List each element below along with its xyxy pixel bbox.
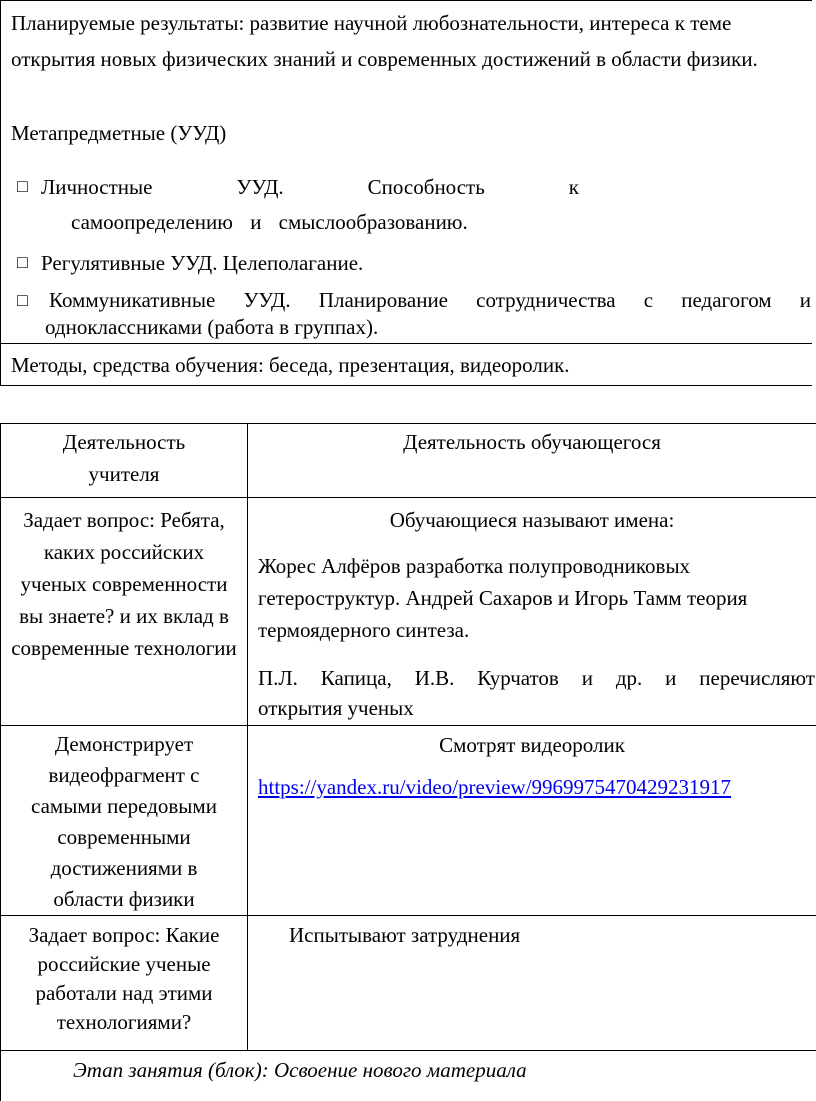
row-divider: [1, 725, 816, 726]
checkbox-bullet-icon: [17, 249, 28, 276]
header-teacher: Деятельность учителя: [62, 430, 186, 486]
student-cell-text: П.Л. Капица, И.В. Курчатов и др. и перечисляют: [258, 666, 815, 690]
box-divider: [1, 343, 812, 344]
row-divider: [1, 915, 816, 916]
activity-table: [0, 423, 816, 1101]
regulatory-uud-text: Регулятивные УУД. Целеполагание.: [41, 251, 364, 275]
planning-box: [0, 0, 812, 386]
row-divider: [1, 1050, 816, 1051]
checkbox-bullet-icon: [17, 287, 28, 314]
student-cell-title: Смотрят видеоролик: [439, 733, 625, 757]
video-link[interactable]: https://yandex.ru/video/preview/9969975470429231917: [258, 775, 732, 799]
student-cell-text: Жорес Алфёров разработка полупроводниковых гетероструктур. Андрей Сахаров и Игорь Тамм теория термоядерного синтеза.: [258, 554, 748, 642]
teacher-cell: Демонстрирует видеофрагмент с самыми передовыми современными достижениями в области физики: [31, 732, 217, 911]
row-divider: [1, 497, 816, 498]
metasubject-title: Метапредметные (УУД): [11, 121, 227, 145]
communicative-uud-line2: одноклассниками (работа в группах).: [45, 315, 379, 339]
student-cell-title: Испытывают затруднения: [289, 923, 521, 947]
personal-uud-line1: Личностные УУД. Способность к: [41, 175, 579, 199]
personal-uud-line2: самоопределению и смыслообразованию.: [71, 210, 468, 234]
header-student: Деятельность обучающегося: [403, 430, 661, 454]
teacher-cell: Задает вопрос: Ребята, каких российских ученых современности вы знаете? и их вклад в современные технологии: [11, 508, 237, 660]
communicative-uud-line1: Коммуникативные УУД. Планирование сотрудничества с педагогом и: [49, 288, 811, 312]
planned-results-text: Планируемые результаты: развитие научной любознательности, интереса к теме открытия новых физических знаний и современных достижений в области физики.: [11, 11, 758, 71]
checkbox-bullet-icon: [17, 173, 28, 200]
student-cell-title: Обучающиеся называют имена:: [389, 508, 675, 532]
methods-text: Методы, средства обучения: беседа, презентация, видеоролик.: [11, 353, 570, 377]
stage-label: Этап занятия (блок): Освоение нового материала: [73, 1058, 527, 1082]
teacher-cell: Задает вопрос: Какие российские ученые работали над этими технологиями?: [28, 923, 220, 1034]
student-cell-text: открытия ученых: [258, 696, 414, 720]
